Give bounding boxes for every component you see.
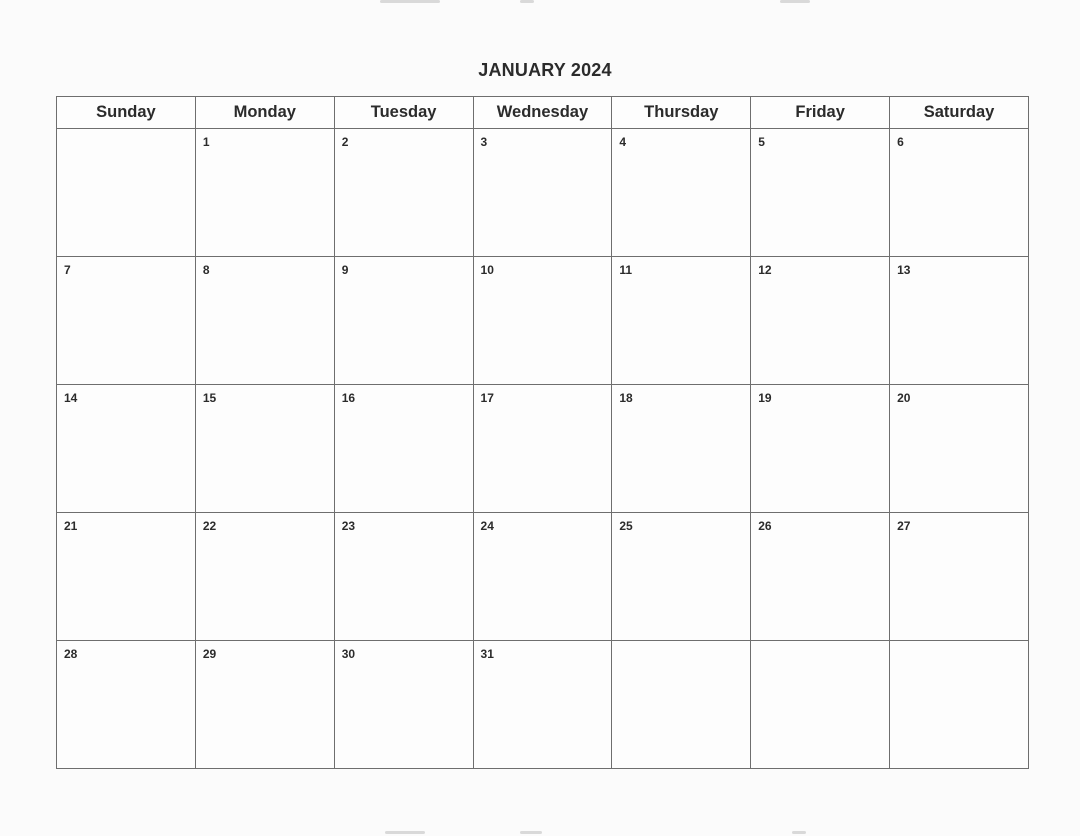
week-row	[57, 129, 1029, 257]
day-number: 1	[202, 135, 210, 149]
day-number: 4	[619, 135, 627, 149]
day-number: 16	[341, 391, 356, 405]
day-number: 17	[480, 391, 494, 405]
day-cell	[890, 513, 1029, 641]
day-cell	[57, 257, 196, 385]
day-number: 7	[64, 263, 71, 277]
day-number: 20	[897, 391, 911, 405]
day-number: 12	[758, 263, 772, 277]
day-number: 6	[897, 135, 904, 149]
day-cell	[612, 513, 751, 641]
day-cell	[195, 129, 334, 257]
weekday-header: Friday	[751, 97, 890, 129]
day-cell	[612, 129, 751, 257]
weekday-header-row	[57, 97, 1029, 129]
day-number: 3	[480, 135, 488, 149]
day-number: 13	[897, 263, 911, 277]
day-number: 2	[341, 135, 349, 149]
day-cell	[334, 513, 473, 641]
day-cell	[751, 513, 890, 641]
day-cell	[751, 257, 890, 385]
scan-artifact	[520, 0, 534, 3]
day-number	[751, 641, 889, 661]
day-number: 21	[64, 519, 78, 533]
day-cell	[612, 641, 751, 769]
day-number: 31	[480, 647, 494, 661]
day-number: 14	[64, 391, 78, 405]
page-title: JANUARY 2024	[478, 60, 612, 80]
day-number: 29	[202, 647, 217, 661]
day-number: 22	[202, 519, 217, 533]
day-number	[890, 641, 1028, 661]
scan-artifact	[520, 831, 542, 834]
day-number: 15	[202, 391, 217, 405]
day-cell	[195, 513, 334, 641]
weekday-header: Sunday	[57, 97, 196, 129]
day-cell	[751, 641, 890, 769]
day-number: 9	[341, 263, 349, 277]
day-cell	[57, 513, 196, 641]
day-number: 5	[758, 135, 765, 149]
scan-artifact	[385, 831, 425, 834]
day-cell	[334, 129, 473, 257]
day-cell	[890, 385, 1029, 513]
day-cell	[195, 257, 334, 385]
day-cell	[57, 385, 196, 513]
day-number: 18	[619, 391, 633, 405]
week-row	[57, 257, 1029, 385]
day-number: 26	[758, 519, 772, 533]
scan-artifact	[380, 0, 440, 3]
day-cell	[473, 257, 612, 385]
day-cell	[751, 129, 890, 257]
day-cell	[473, 641, 612, 769]
day-number: 10	[480, 263, 494, 277]
day-cell	[473, 385, 612, 513]
week-row	[57, 513, 1029, 641]
day-cell	[612, 385, 751, 513]
weekday-header: Saturday	[890, 97, 1029, 129]
day-cell	[195, 385, 334, 513]
week-row	[57, 641, 1029, 769]
day-number: 19	[758, 391, 772, 405]
day-number: 11	[619, 263, 633, 277]
day-cell	[334, 641, 473, 769]
day-cell	[334, 385, 473, 513]
weekday-header: Tuesday	[334, 97, 473, 129]
day-number: 23	[341, 519, 356, 533]
week-row	[57, 385, 1029, 513]
day-cell	[57, 129, 196, 257]
scan-artifact	[780, 0, 810, 3]
day-cell	[473, 513, 612, 641]
day-number: 28	[64, 647, 78, 661]
day-number: 24	[480, 519, 494, 533]
day-number	[612, 641, 750, 661]
day-number: 8	[202, 263, 210, 277]
day-number: 27	[897, 519, 911, 533]
day-cell	[473, 129, 612, 257]
day-number	[57, 129, 195, 149]
day-cell	[57, 641, 196, 769]
day-cell	[890, 129, 1029, 257]
day-cell	[612, 257, 751, 385]
day-cell	[890, 641, 1029, 769]
day-cell	[195, 641, 334, 769]
weekday-header: Monday	[195, 97, 334, 129]
day-cell	[334, 257, 473, 385]
weekday-header: Wednesday	[473, 97, 612, 129]
day-number: 30	[341, 647, 356, 661]
scan-artifact	[792, 831, 806, 834]
day-cell	[890, 257, 1029, 385]
day-cell	[751, 385, 890, 513]
calendar-grid	[56, 96, 1029, 769]
day-number: 25	[619, 519, 633, 533]
weekday-header: Thursday	[612, 97, 751, 129]
